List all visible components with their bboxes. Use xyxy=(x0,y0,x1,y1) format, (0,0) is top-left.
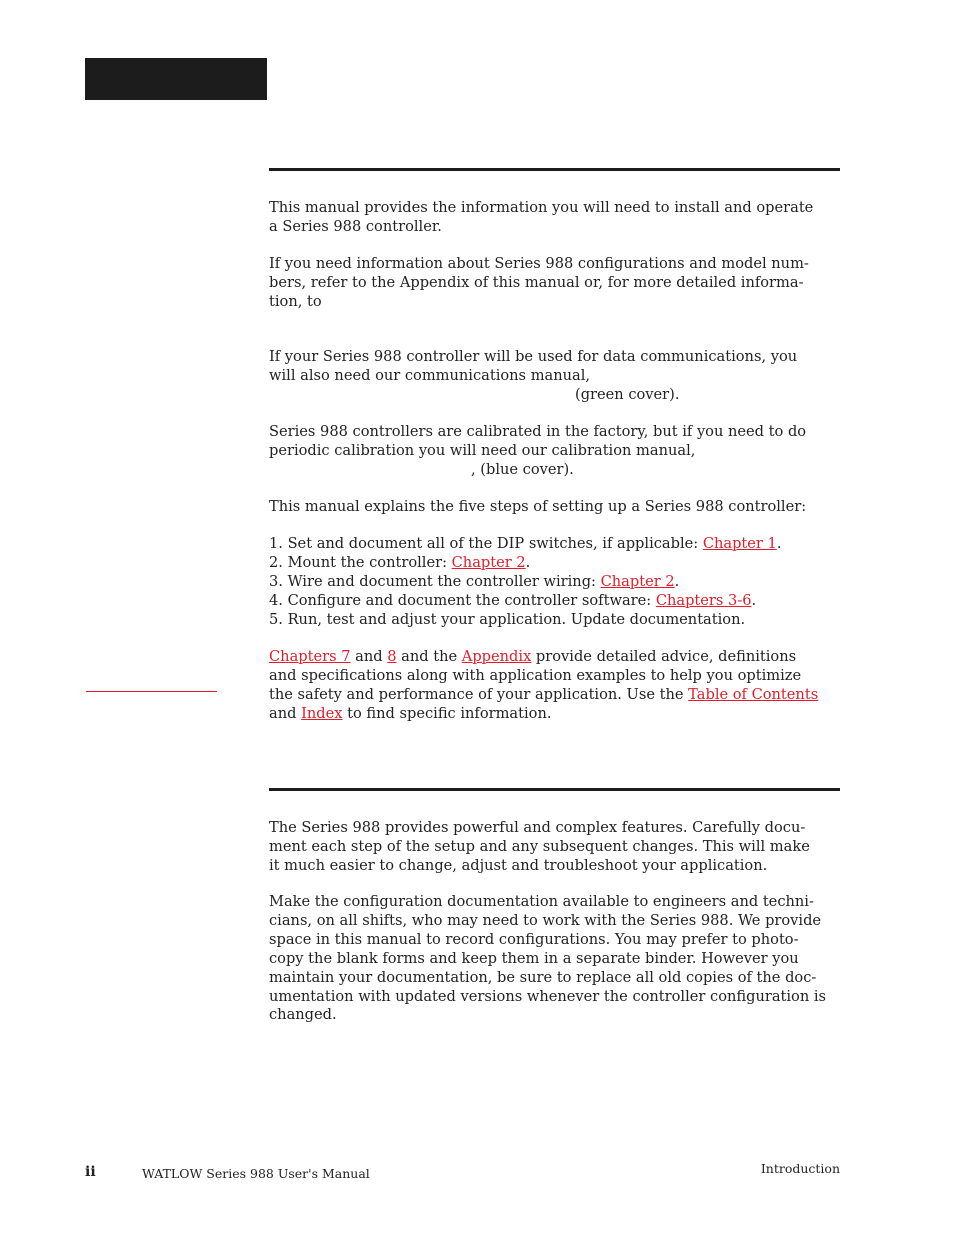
text-line: umentation with updated versions whenever the controller configuration is xyxy=(269,987,827,1005)
text-line: copy the blank forms and keep them in a separate binder. However you xyxy=(269,949,799,967)
steps-list xyxy=(269,535,843,630)
step-end: . xyxy=(674,572,680,590)
text-line: periodic calibration you will need our calibration manual, xyxy=(269,441,696,459)
text-line: (green cover). xyxy=(575,385,680,403)
link-index[interactable]: Index xyxy=(301,704,343,722)
text-run: the safety and performance of your application. Use the xyxy=(269,685,689,703)
text-run: and xyxy=(269,704,302,722)
section-rule-1 xyxy=(269,168,840,171)
text-line: space in this manual to record configurations. You may prefer to photo- xyxy=(269,930,799,948)
link-chapter-2-wiring[interactable]: Chapter 2 xyxy=(600,572,675,590)
header-tab-block xyxy=(85,58,267,100)
list-item xyxy=(269,611,843,630)
list-item xyxy=(269,573,843,592)
paragraph-intro xyxy=(269,199,843,237)
link-table-of-contents[interactable]: Table of Contents xyxy=(688,685,819,703)
link-chapter-8[interactable]: 8 xyxy=(387,648,397,665)
text-run: provide detailed advice, definitions xyxy=(531,648,797,665)
text-line: and specifications along with application examples to help you optimize xyxy=(269,666,802,684)
text-run: and the xyxy=(396,648,462,665)
text-line xyxy=(269,705,843,724)
text-line: If your Series 988 controller will be used for data communications, you xyxy=(269,348,798,365)
list-item xyxy=(269,592,843,611)
paragraph-reference-links xyxy=(269,648,843,724)
list-item xyxy=(269,554,843,573)
link-appendix[interactable]: Appendix xyxy=(461,648,532,665)
step-text: 5. Run, test and adjust your application. Update documentation. xyxy=(269,610,746,628)
paragraph-configurations xyxy=(269,255,843,312)
step-end: . xyxy=(525,553,531,571)
text-line xyxy=(269,648,843,667)
step-text: 3. Wire and document the controller wiring: xyxy=(269,572,601,590)
text-line: will also need our communications manual, xyxy=(269,366,591,384)
text-line: , (blue cover). xyxy=(471,460,574,478)
footer-manual-title: WATLOW Series 988 User's Manual xyxy=(142,1166,370,1181)
step-text: 1. Set and document all of the DIP switches, if applicable: xyxy=(269,535,703,552)
list-item xyxy=(269,535,843,554)
text-line: a Series 988 controller. xyxy=(269,217,442,235)
step-text: 4. Configure and document the controller software: xyxy=(269,591,656,609)
text-line: it much easier to change, adjust and troubleshoot your application. xyxy=(269,856,768,874)
link-chapters-3-6[interactable]: Chapters 3-6 xyxy=(655,591,752,609)
text-line: ment each step of the setup and any subsequent changes. This will make xyxy=(269,837,810,855)
paragraph-configuration-docs xyxy=(269,893,843,1025)
text-line: This manual explains the five steps of setting up a Series 988 controller: xyxy=(269,498,807,515)
step-end: . xyxy=(776,535,782,552)
text-line: maintain your documentation, be sure to replace all old copies of the doc- xyxy=(269,968,817,986)
text-line: bers, refer to the Appendix of this manual or, for more detailed informa- xyxy=(269,273,804,291)
link-chapter-1[interactable]: Chapter 1 xyxy=(702,535,777,552)
text-line: Make the configuration documentation available to engineers and techni- xyxy=(269,893,814,910)
paragraph-communications xyxy=(269,348,843,405)
link-chapters-7[interactable]: Chapters 7 xyxy=(269,648,351,665)
paragraph-five-steps xyxy=(269,498,843,517)
section-rule-2 xyxy=(269,788,840,791)
step-text: 2. Mount the controller: xyxy=(269,553,452,571)
text-run: to find specific information. xyxy=(342,704,552,722)
text-line: If you need information about Series 988 configurations and model num- xyxy=(269,255,809,272)
link-chapter-2[interactable]: Chapter 2 xyxy=(451,553,526,571)
text-line: changed. xyxy=(269,1006,337,1024)
text-line: This manual provides the information you will need to install and operate xyxy=(269,199,814,216)
text-line: cians, on all shifts, who may need to work with the Series 988. We provide xyxy=(269,911,822,929)
text-line: tion, to xyxy=(269,292,322,310)
paragraph-calibration xyxy=(269,423,843,480)
text-line: Series 988 controllers are calibrated in the factory, but if you need to do xyxy=(269,423,807,440)
footer-page-number: ii xyxy=(85,1164,96,1180)
text-run: and xyxy=(350,648,388,665)
paragraph-documentation xyxy=(269,819,843,876)
step-end: . xyxy=(751,591,757,609)
margin-note-rule xyxy=(86,691,217,692)
text-line: The Series 988 provides powerful and complex features. Carefully docu- xyxy=(269,819,806,836)
text-line xyxy=(269,686,843,705)
footer-section-name: Introduction xyxy=(760,1161,840,1176)
